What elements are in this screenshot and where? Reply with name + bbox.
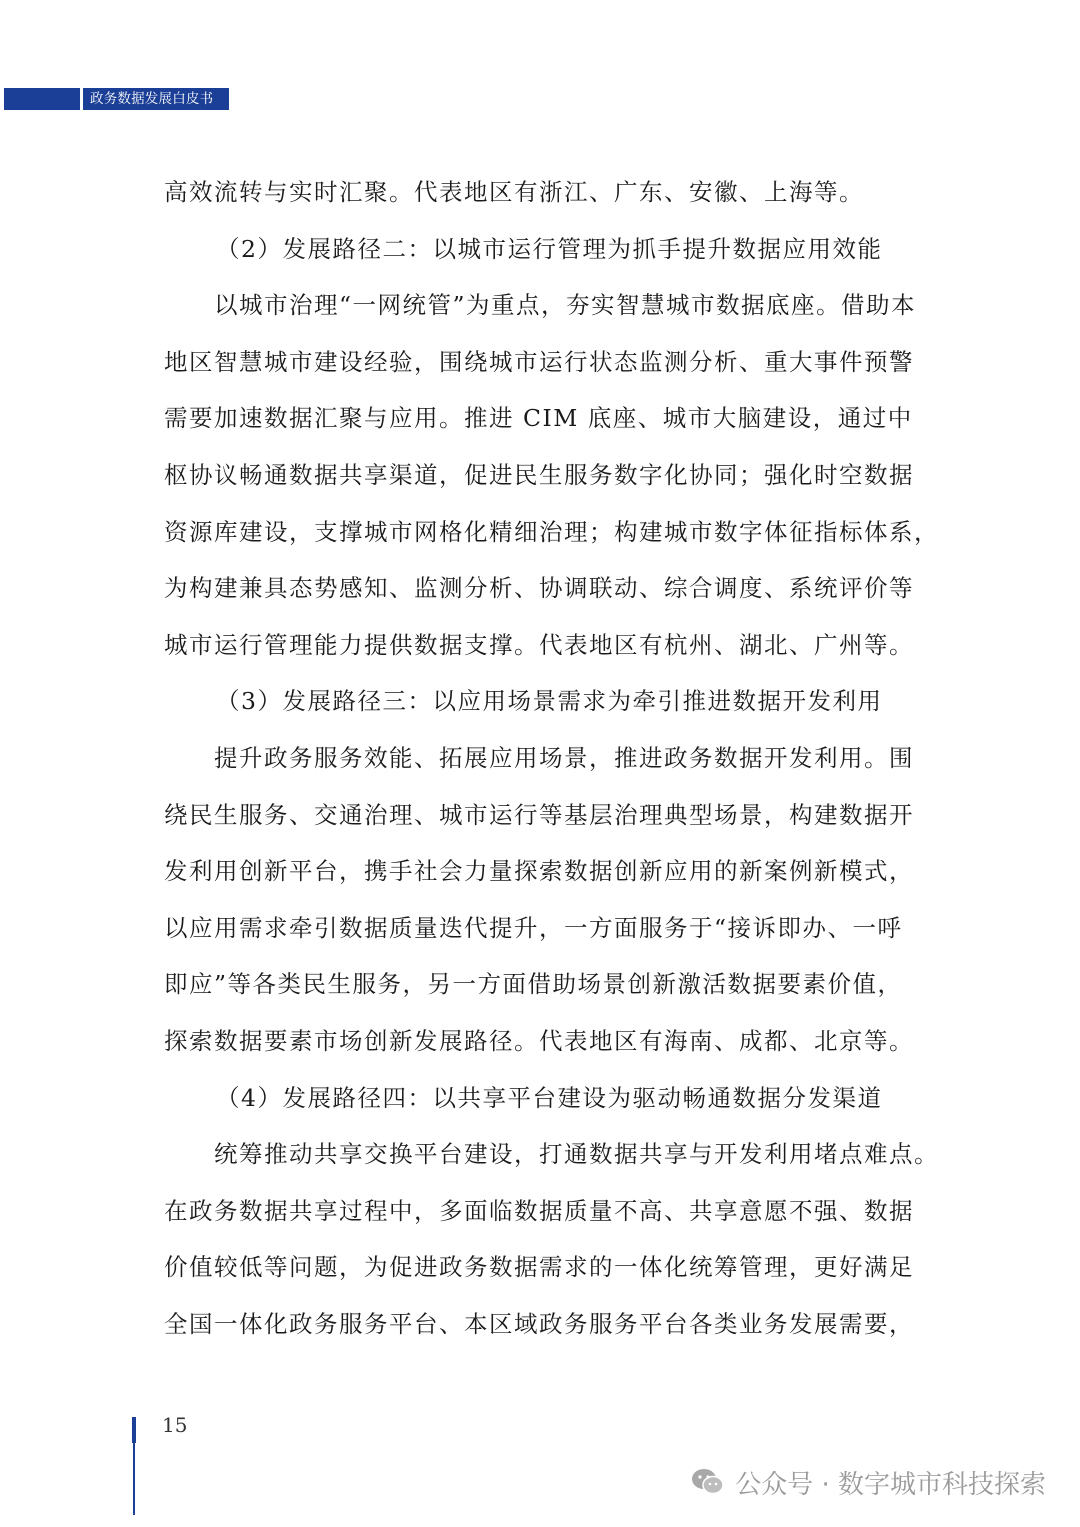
footer-rule	[133, 1443, 135, 1515]
paragraph-line: 即应”等各类民生服务，另一方面借助场景创新激活数据要素价值，	[164, 970, 903, 999]
paragraph-line: 在政务数据共享过程中，多面临数据质量不高、共享意愿不强、数据	[164, 1196, 914, 1225]
page-number: 15	[162, 1413, 188, 1437]
section-heading-path-2: （2）发展路径二：以城市运行管理为抓手提升数据应用效能	[216, 234, 883, 263]
paragraph-line: 绕民生服务、交通治理、城市运行等基层治理典型场景，构建数据开	[164, 800, 914, 829]
paragraph-line: 以城市治理“一网统管”为重点，夯实智慧城市数据底座。借助本	[214, 291, 917, 320]
paragraph-line: 以应用需求牵引数据质量迭代提升，一方面服务于“接诉即办、一呼	[164, 913, 903, 942]
paragraph-line: 高效流转与实时汇聚。代表地区有浙江、广东、安徽、上海等。	[164, 178, 864, 206]
page-number-marker	[132, 1417, 136, 1443]
paragraph-line: 探索数据要素市场创新发展路径。代表地区有海南、成都、北京等。	[164, 1026, 914, 1055]
wechat-icon	[691, 1467, 725, 1497]
paragraph-line: 提升政务服务效能、拓展应用场景，推进政务数据开发利用。围	[214, 743, 914, 772]
section-heading-path-4: （4）发展路径四：以共享平台建设为驱动畅通数据分发渠道	[216, 1083, 883, 1112]
paragraph-line: 为构建兼具态势感知、监测分析、协调联动、综合调度、系统评价等	[164, 574, 914, 603]
header-bar-decoration	[4, 88, 80, 110]
paragraph-line: 发利用创新平台，携手社会力量探索数据创新应用的新案例新模式，	[164, 857, 914, 886]
body-text	[164, 164, 939, 1352]
paragraph-line: 枢协议畅通数据共享渠道，促进民生服务数字化协同；强化时空数据	[164, 460, 914, 489]
paragraph-line: 统筹推动共享交换平台建设，打通数据共享与开发利用堵点难点。	[214, 1140, 939, 1169]
paragraph-line: 价值较低等问题，为促进政务数据需求的一体化统筹管理，更好满足	[164, 1253, 914, 1282]
document-title-banner: 政务数据发展白皮书	[83, 88, 229, 110]
watermark-text: 公众号 · 数字城市科技探索	[735, 1469, 1046, 1500]
wechat-watermark	[691, 1462, 1046, 1502]
paragraph-line: 全国一体化政务服务平台、本区域政务服务平台各类业务发展需要，	[164, 1309, 914, 1338]
paragraph-line: 资源库建设，支撑城市网格化精细治理；构建城市数字体征指标体系，	[164, 517, 939, 546]
paragraph-line: 地区智慧城市建设经验，围绕城市运行状态监测分析、重大事件预警	[164, 347, 914, 376]
paragraph-line: 需要加速数据汇聚与应用。推进 CIM 底座、城市大脑建设，通过中	[164, 404, 913, 433]
section-heading-path-3: （3）发展路径三：以应用场景需求为牵引推进数据开发利用	[216, 687, 883, 716]
paragraph-line: 城市运行管理能力提供数据支撑。代表地区有杭州、湖北、广州等。	[164, 630, 914, 659]
